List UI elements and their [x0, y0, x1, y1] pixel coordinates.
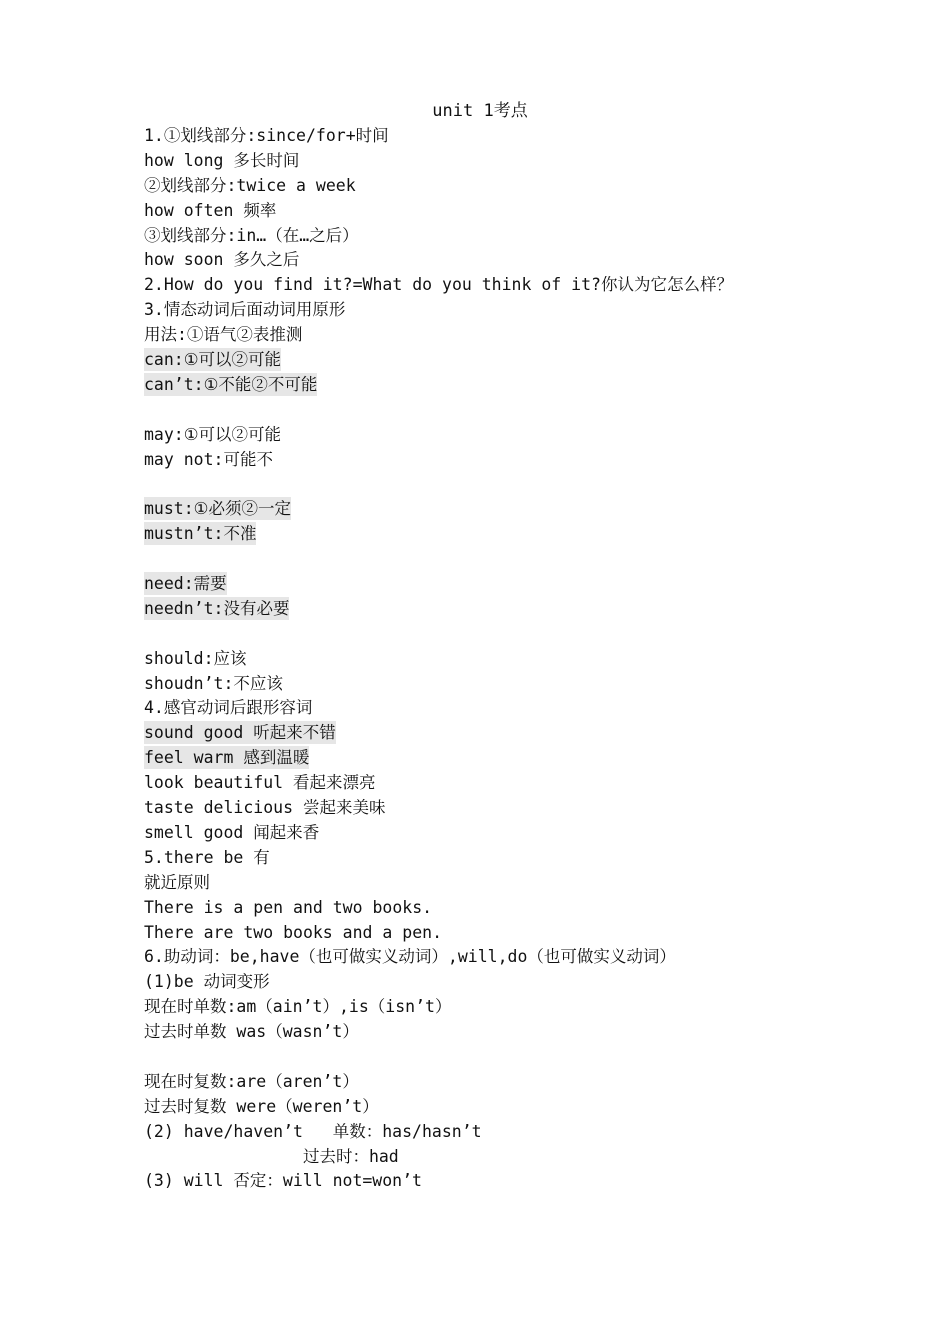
text-line: [144, 696, 924, 721]
text-line: [144, 373, 924, 398]
line-text: needn’t:没有必要: [144, 598, 290, 618]
text-line: [144, 771, 924, 796]
line-text: (2) have/haven’t 单数：has/hasn’t: [144, 1121, 482, 1141]
text-line: [144, 273, 924, 298]
line-text: how often 频率: [144, 200, 277, 220]
text-line: [144, 746, 924, 771]
blank-line: [144, 547, 924, 572]
blank-line: [144, 472, 924, 497]
line-text: 4.感官动词后跟形容词: [144, 698, 313, 718]
line-text: may not:可能不: [144, 449, 273, 469]
text-line: [144, 597, 924, 622]
line-text: 就近原则: [144, 872, 210, 892]
text-line: [144, 1020, 924, 1045]
text-line: [144, 522, 924, 547]
line-text: 2.How do you find it?=What do you think of it?你认为它怎么样？: [144, 275, 733, 295]
line-text: 现在时单数:am（ain’t）,is（isn’t）: [144, 997, 452, 1017]
line-text: (3) will 否定：will not=won’t: [144, 1171, 422, 1191]
text-line: [144, 1120, 924, 1145]
line-text: 现在时复数:are（aren’t）: [144, 1071, 359, 1091]
line-text: shoudn’t:不应该: [144, 673, 283, 693]
line-text: feel warm 感到温暖: [144, 748, 310, 768]
text-line: [144, 248, 924, 273]
text-line: [144, 846, 924, 871]
text-line: [144, 497, 924, 522]
line-text: 过去时复数 were（weren’t）: [144, 1096, 379, 1116]
text-line: [144, 970, 924, 995]
line-text: how long 多长时间: [144, 150, 300, 170]
text-line: [144, 1070, 924, 1095]
line-text: sound good 听起来不错: [144, 723, 336, 743]
line-text: can:①可以②可能: [144, 350, 282, 370]
line-text: need:需要: [144, 574, 227, 594]
text-line: [144, 647, 924, 672]
line-text: 1.①划线部分:since/for+时间: [144, 126, 389, 145]
line-text: (1)be 动词变形: [144, 972, 270, 992]
text-line: [144, 871, 924, 896]
text-line: [144, 995, 924, 1020]
blank-line: [144, 398, 924, 423]
text-line: [144, 572, 924, 597]
line-text: 用法:①语气②表推测: [144, 325, 303, 345]
line-text: should:应该: [144, 648, 247, 668]
blank-line: [144, 622, 924, 647]
text-line: [144, 224, 924, 249]
text-line: [144, 896, 924, 921]
text-line: [144, 1095, 924, 1120]
line-text: how soon 多久之后: [144, 250, 300, 270]
text-line: [144, 1169, 924, 1194]
text-line: [144, 298, 924, 323]
text-line: [144, 945, 924, 970]
line-text: ③划线部分:in…（在…之后）: [144, 225, 359, 245]
text-line: [144, 174, 924, 199]
document-title: unit 1考点: [432, 101, 528, 121]
blank-line: [144, 1045, 924, 1070]
line-text: 过去时单数 was（wasn’t）: [144, 1022, 359, 1042]
text-line: [144, 323, 924, 348]
text-line: [144, 1145, 924, 1170]
line-text: There is a pen and two books.: [144, 897, 433, 917]
line-text: There are two books and a pen.: [144, 922, 443, 942]
line-text: smell good 闻起来香: [144, 822, 320, 842]
text-line: [144, 124, 924, 149]
text-line: [144, 721, 924, 746]
line-text: look beautiful 看起来漂亮: [144, 773, 376, 793]
text-line: [144, 149, 924, 174]
text-line: [144, 448, 924, 473]
text-line: [144, 921, 924, 946]
line-text: must:①必须②一定: [144, 499, 291, 519]
line-text: 6.助动词：be,have（也可做实义动词）,will,do（也可做实义动词）: [144, 947, 676, 967]
line-text: 5.there be 有: [144, 847, 270, 867]
line-text: may:①可以②可能: [144, 424, 282, 444]
line-text: 过去时：had: [144, 1146, 399, 1166]
text-line: [144, 672, 924, 697]
line-text: 3.情态动词后面动词用原形: [144, 300, 346, 320]
text-line: [144, 796, 924, 821]
text-line: [144, 348, 924, 373]
line-text: mustn’t:不准: [144, 524, 257, 544]
line-text: taste delicious 尝起来美味: [144, 798, 386, 818]
text-line: [144, 423, 924, 448]
text-line: [144, 199, 924, 224]
line-text: can’t:①不能②不可能: [144, 374, 318, 394]
line-text: ②划线部分:twice a week: [144, 175, 356, 195]
document-body: [144, 124, 924, 1194]
text-line: [144, 821, 924, 846]
